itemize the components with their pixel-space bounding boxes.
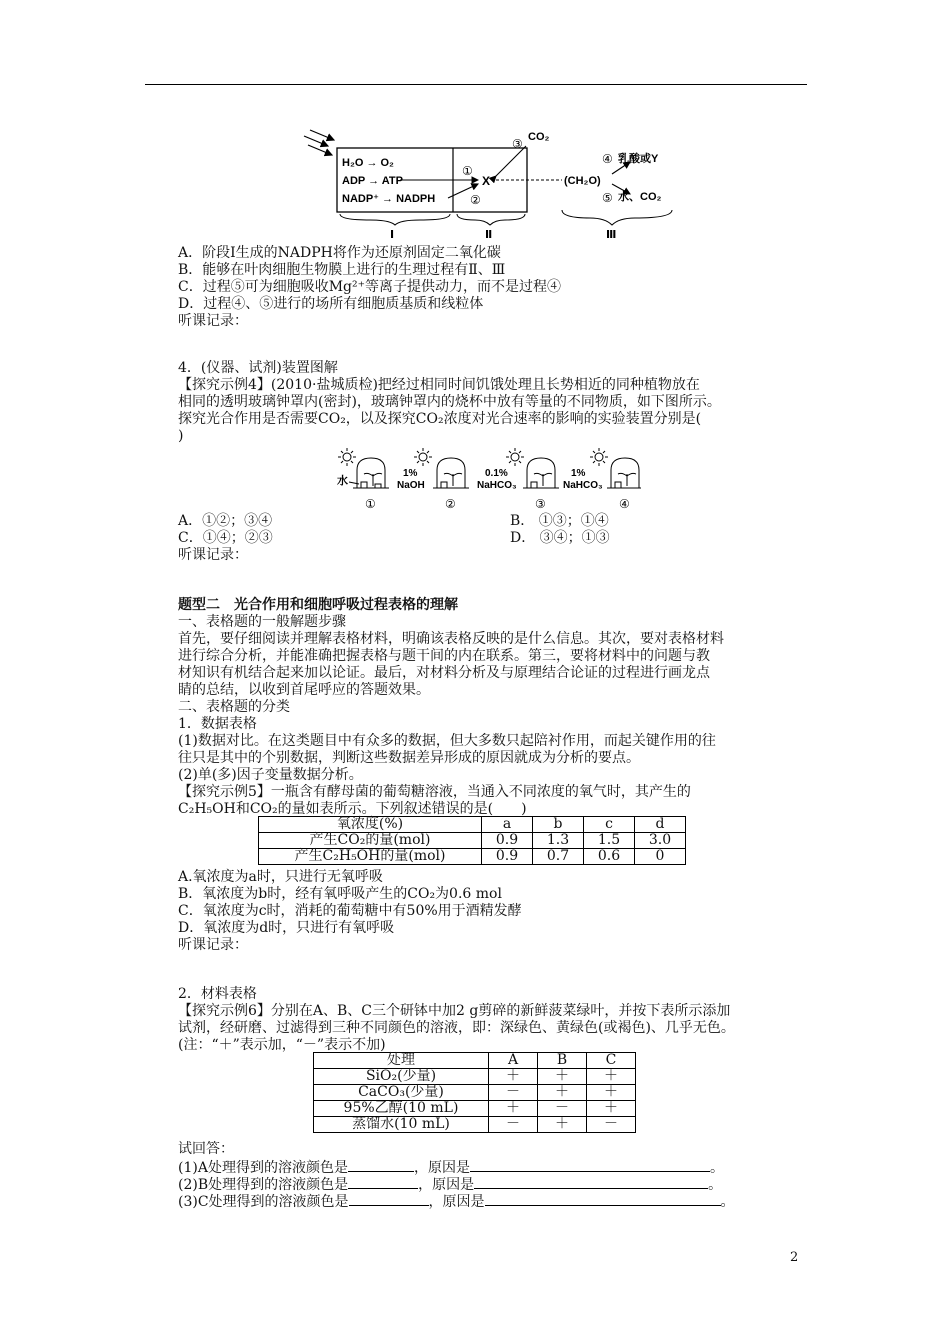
question3-line xyxy=(178,1192,735,1211)
table-cell: 蒸馏水(10 mL) xyxy=(314,1117,489,1133)
step5-number: ⑤ xyxy=(602,191,613,205)
naoh-percent-label: 1% xyxy=(403,468,418,479)
table-cell: 0.9 xyxy=(482,849,533,865)
x-label: X xyxy=(482,174,491,188)
question2-text: (2)B处理得到的溶液颜色是 xyxy=(178,1177,349,1193)
table-cell: ＋ xyxy=(538,1085,587,1101)
q3-option-b: B．能够在叶肉细胞生物膜上进行的生理过程有Ⅱ、Ⅲ xyxy=(178,262,506,278)
table-header-cell: d xyxy=(635,817,686,833)
example4-option-c: C．①④；②③ xyxy=(178,530,273,546)
header-rule xyxy=(145,84,807,85)
table-cell: ＋ xyxy=(489,1101,538,1117)
co2-input-label: CO₂ xyxy=(528,131,550,143)
questions-intro: 试回答： xyxy=(178,1141,234,1157)
page-number: 2 xyxy=(790,1250,799,1265)
example5-option-d: D．氧浓度为d时，只进行有氧呼吸 xyxy=(178,920,395,936)
question1-text: (1)A处理得到的溶液颜色是 xyxy=(178,1160,348,1176)
example6-line2: 试剂，经研磨、过滤得到三种不同颜色的溶液，即：深绿色、黄绿色(或褐色)、几乎无色。 xyxy=(178,1020,735,1036)
table-header-cell: A xyxy=(489,1053,538,1069)
because-text: ，原因是 xyxy=(428,1194,485,1210)
table-header-cell: c xyxy=(584,817,635,833)
answer-blank[interactable] xyxy=(470,1158,710,1172)
bell-jar-3 xyxy=(523,458,559,488)
because-text: ，原因是 xyxy=(418,1177,475,1193)
example5-line1: 【探究示例5】一瓶含有酵母菌的葡萄糖溶液，当通入不同浓度的氧气时，其产生的 xyxy=(178,784,691,800)
example4-line1: 【探究示例4】(2010·盐城质检)把经过相同时间饥饿处理且长势相近的同种植物放在 xyxy=(178,377,700,393)
table-cell: 0.9 xyxy=(482,833,533,849)
table-cell: SiO₂(少量) xyxy=(314,1069,489,1085)
stage3-brace xyxy=(562,210,672,225)
q3-option-c: C．过程⑤可为细胞吸收Mg²⁺等离子提供动力，而不是过程④ xyxy=(178,279,562,295)
data-compare-line1: (1)数据对比。在这类题目中有众多的数据，但大多数只起陪衬作用，而起关键作用的往 xyxy=(178,733,716,749)
example6-line1: 【探究示例6】分别在A、B、C三个研钵中加2 g剪碎的新鲜菠菜绿叶，并按下表所示添加 xyxy=(178,1003,731,1019)
table-header-cell: B xyxy=(538,1053,587,1069)
answer-blank[interactable] xyxy=(348,1158,414,1172)
table-cell: ＋ xyxy=(538,1117,587,1133)
bell-jar-apparatus xyxy=(335,446,645,514)
table-row xyxy=(314,1085,636,1101)
table-header-cell: 氧浓度(%) xyxy=(259,817,482,833)
question3-text: (3)C处理得到的溶液颜色是 xyxy=(178,1194,349,1210)
q3-option-a: A．阶段Ⅰ生成的NADPH将作为还原剂固定二氧化碳 xyxy=(178,245,501,261)
type2-para-line2: 进行综合分析，并能准确把握表格与题干间的内在联系。第三，要将材料中的问题与教 xyxy=(178,648,710,664)
nahco3-01-percent-label: 0.1% xyxy=(485,468,508,479)
table-cell: 95%乙醇(10 mL) xyxy=(314,1101,489,1117)
sun-icon-2 xyxy=(414,448,432,466)
table-cell: ＋ xyxy=(587,1069,636,1085)
example4-option-a: A．①②；③④ xyxy=(178,513,273,529)
nahco3-1-percent-label: 1% xyxy=(571,468,586,479)
table-header-cell: a xyxy=(482,817,533,833)
reagent-table xyxy=(313,1052,636,1133)
period-text: 。 xyxy=(709,1160,724,1176)
table-cell: － xyxy=(587,1117,636,1133)
example5-option-a: A.氧浓度为a时，只进行无氧呼吸 xyxy=(178,869,383,885)
section4-heading: 4．(仪器、试剂)装置图解 xyxy=(178,360,338,376)
table-row xyxy=(259,833,686,849)
apparatus-4-number: ④ xyxy=(619,497,630,511)
table-header-row xyxy=(259,817,686,833)
type2-para-line3: 材知识有机结合起来加以论证。最后，对材料分析及与原理结合论证的过程进行画龙点 xyxy=(178,665,710,681)
data-compare-line2: 往只是其中的个别数据，判断这些数据差异形成的原因就成为分析的要点。 xyxy=(178,750,640,766)
apparatus-1-number: ① xyxy=(365,497,376,511)
nadp-nadph-label: NADP⁺ → NADPH xyxy=(342,193,436,205)
table-row xyxy=(314,1117,636,1133)
table-cell: ＋ xyxy=(538,1069,587,1085)
type2-para-line1: 首先，要仔细阅读并理解表格材料，明确该表格反映的是什么信息。其次，要对表格材料 xyxy=(178,631,724,647)
type2-subheading-2: 二、表格题的分类 xyxy=(178,699,290,715)
table-cell: CaCO₃(少量) xyxy=(314,1085,489,1101)
q3-option-d: D．过程④、⑤进行的场所有细胞质基质和线粒体 xyxy=(178,296,484,312)
stage2-label: Ⅱ xyxy=(485,229,493,240)
table-row xyxy=(314,1069,636,1085)
water-label: 水 xyxy=(337,475,348,487)
apparatus-2-number: ② xyxy=(445,497,456,511)
example4-line3: 探究光合作用是否需要CO₂，以及探究CO₂浓度对光合速率的影响的实验装置分别是( xyxy=(178,411,702,427)
example5-option-b: B．氧浓度为b时，经有氧呼吸产生的CO₂为0.6 mol xyxy=(178,886,502,902)
table-header-cell: C xyxy=(587,1053,636,1069)
type2-subheading-1: 一、表格题的一般解题步骤 xyxy=(178,614,346,630)
adp-atp-label: ADP → ATP xyxy=(342,175,403,187)
type2-title: 题型二 光合作用和细胞呼吸过程表格的理解 xyxy=(178,597,458,613)
table-header-cell: 处理 xyxy=(314,1053,489,1069)
stage2-brace xyxy=(457,214,525,225)
stage1-label: Ⅰ xyxy=(390,229,395,240)
table-cell: 产生C₂H₅OH的量(mol) xyxy=(259,849,482,865)
apparatus-3-number: ③ xyxy=(535,497,546,511)
answer-blank[interactable] xyxy=(474,1175,708,1189)
nahco3-01-label: NaHCO₃ xyxy=(477,480,517,491)
table-cell: － xyxy=(538,1101,587,1117)
data-table-heading: 1．数据表格 xyxy=(178,716,257,732)
example4-line4: ) xyxy=(178,428,184,444)
sun-icon-4 xyxy=(590,448,608,466)
table-row xyxy=(314,1101,636,1117)
light-arrows xyxy=(304,130,334,155)
table-cell: ＋ xyxy=(587,1085,636,1101)
sun-icon-1 xyxy=(338,448,356,466)
table-cell: 产生CO₂的量(mol) xyxy=(259,833,482,849)
because-text: ，原因是 xyxy=(413,1160,470,1176)
example4-option-d: D． ③④；①③ xyxy=(510,530,610,546)
material-table-heading: 2．材料表格 xyxy=(178,986,257,1002)
water-co2-label: 水、CO₂ xyxy=(618,191,662,203)
example4-option-b: B． ①③；①④ xyxy=(510,513,609,529)
answer-blank[interactable] xyxy=(485,1192,721,1206)
table-header-cell: b xyxy=(533,817,584,833)
answer-blank[interactable] xyxy=(349,1192,429,1206)
stage3-label: Ⅲ xyxy=(606,229,617,240)
table-cell: 3.0 xyxy=(635,833,686,849)
stage1-brace xyxy=(340,214,450,225)
table-cell: ＋ xyxy=(489,1069,538,1085)
period-text: 。 xyxy=(720,1194,735,1210)
example5-line2: C₂H₅OH和CO₂的量如表所示。下列叙述错误的是( ) xyxy=(178,801,527,817)
step1-number: ① xyxy=(462,164,473,178)
notes-label: 听课记录： xyxy=(178,937,248,953)
naoh-label: NaOH xyxy=(397,480,425,491)
table-cell: 0.7 xyxy=(533,849,584,865)
lactic-acid-y-label: 乳酸或Y xyxy=(618,153,659,165)
table-cell: 0.6 xyxy=(584,849,635,865)
notes-label: 听课记录： xyxy=(178,313,248,329)
step2-number: ② xyxy=(470,193,481,207)
factor-analysis-line: (2)单(多)因子变量数据分析。 xyxy=(178,767,363,783)
h2o-o2-label: H₂O → O₂ xyxy=(342,157,394,169)
example5-option-c: C．氧浓度为c时，消耗的葡萄糖中有50%用于酒精发酵 xyxy=(178,903,522,919)
table-cell: ＋ xyxy=(587,1101,636,1117)
process-diagram xyxy=(300,128,680,240)
bell-jar-4 xyxy=(607,458,641,488)
table-cell: － xyxy=(489,1117,538,1133)
table-header-row xyxy=(314,1053,636,1069)
nahco3-1-label: NaHCO₃ xyxy=(563,480,603,491)
example6-note: (注：“＋”表示加，“－”表示不加) xyxy=(178,1037,386,1053)
type2-para-line4: 睛的总结，以收到首尾呼应的答题效果。 xyxy=(178,682,430,698)
table-row xyxy=(259,849,686,865)
ch2o-label: (CH₂O) xyxy=(564,175,601,187)
table-cell: 1.3 xyxy=(533,833,584,849)
notes-label: 听课记录： xyxy=(178,547,248,563)
table-cell: 1.5 xyxy=(584,833,635,849)
example4-line2: 相同的透明玻璃钟罩内(密封)，玻璃钟罩内的烧杯中放有等量的不同物质，如下图所示。 xyxy=(178,394,721,410)
sun-icon-3 xyxy=(506,448,524,466)
oxygen-table xyxy=(258,816,686,865)
table-cell: － xyxy=(489,1085,538,1101)
bell-jar-2 xyxy=(433,458,469,488)
period-text: 。 xyxy=(708,1177,723,1193)
answer-blank[interactable] xyxy=(348,1175,418,1189)
table-cell: 0 xyxy=(635,849,686,865)
step3-number: ③ xyxy=(512,137,523,151)
step4-number: ④ xyxy=(602,152,613,166)
